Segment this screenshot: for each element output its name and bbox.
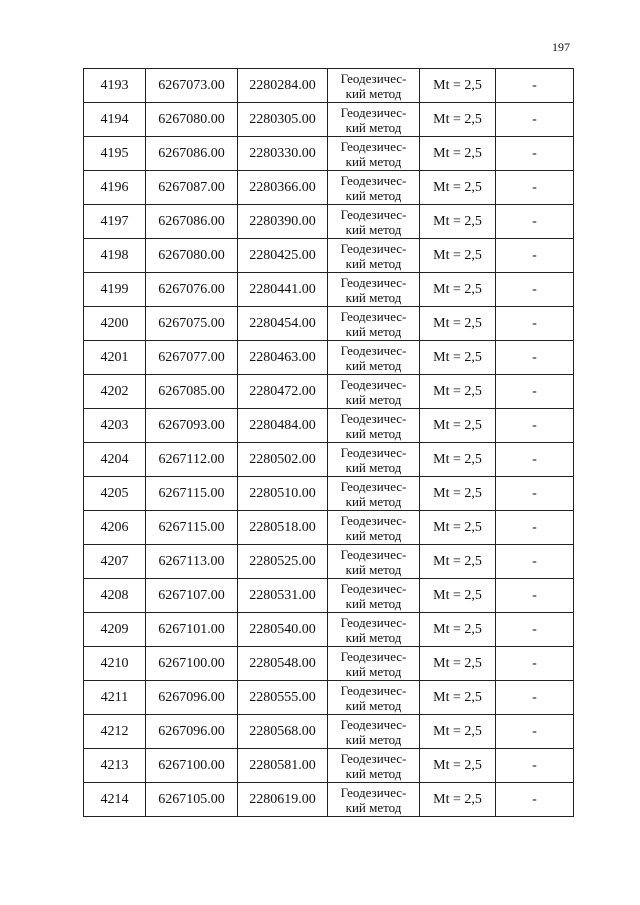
table-row [84, 477, 574, 511]
note-cell: - [496, 137, 574, 171]
method-line-1: Геодезичес- [340, 614, 407, 630]
accuracy-cell: Mt = 2,5 [420, 103, 496, 137]
table-row [84, 375, 574, 409]
method-line-1: Геодезичес- [340, 478, 407, 494]
note-cell: - [496, 103, 574, 137]
y-coordinate-cell: 2280366.00 [238, 171, 328, 205]
table-row [84, 307, 574, 341]
note-cell: - [496, 69, 574, 103]
x-coordinate-cell: 6267080.00 [146, 103, 238, 137]
y-coordinate-cell: 2280525.00 [238, 545, 328, 579]
x-coordinate-cell: 6267087.00 [146, 171, 238, 205]
table-row [84, 171, 574, 205]
point-id-cell: 4193 [84, 69, 146, 103]
x-coordinate-cell: 6267107.00 [146, 579, 238, 613]
table-row [84, 613, 574, 647]
method-cell [328, 783, 420, 817]
table-row [84, 511, 574, 545]
note-cell: - [496, 715, 574, 749]
method-line-1: Геодезичес- [340, 70, 407, 86]
table-row [84, 205, 574, 239]
method-cell [328, 545, 420, 579]
method-line-2: кий метод [345, 799, 402, 815]
y-coordinate-cell: 2280548.00 [238, 647, 328, 681]
method-cell [328, 409, 420, 443]
method-line-2: кий метод [345, 595, 402, 611]
point-id-cell: 4200 [84, 307, 146, 341]
accuracy-cell: Mt = 2,5 [420, 579, 496, 613]
accuracy-cell: Mt = 2,5 [420, 749, 496, 783]
x-coordinate-cell: 6267076.00 [146, 273, 238, 307]
method-line-2: кий метод [345, 221, 402, 237]
table-row [84, 647, 574, 681]
method-line-2: кий метод [345, 765, 402, 781]
note-cell: - [496, 477, 574, 511]
method-line-1: Геодезичес- [340, 240, 407, 256]
accuracy-cell: Mt = 2,5 [420, 69, 496, 103]
point-id-cell: 4209 [84, 613, 146, 647]
method-line-2: кий метод [345, 85, 402, 101]
accuracy-cell: Mt = 2,5 [420, 137, 496, 171]
accuracy-cell: Mt = 2,5 [420, 477, 496, 511]
x-coordinate-cell: 6267115.00 [146, 477, 238, 511]
method-cell [328, 477, 420, 511]
y-coordinate-cell: 2280441.00 [238, 273, 328, 307]
method-line-1: Геодезичес- [340, 410, 407, 426]
coordinates-table [83, 68, 574, 817]
method-cell [328, 171, 420, 205]
accuracy-cell: Mt = 2,5 [420, 239, 496, 273]
point-id-cell: 4208 [84, 579, 146, 613]
x-coordinate-cell: 6267112.00 [146, 443, 238, 477]
y-coordinate-cell: 2280390.00 [238, 205, 328, 239]
method-line-2: кий метод [345, 493, 402, 509]
method-cell [328, 205, 420, 239]
method-cell [328, 647, 420, 681]
table-row [84, 273, 574, 307]
point-id-cell: 4211 [84, 681, 146, 715]
point-id-cell: 4197 [84, 205, 146, 239]
point-id-cell: 4212 [84, 715, 146, 749]
y-coordinate-cell: 2280472.00 [238, 375, 328, 409]
table-row [84, 239, 574, 273]
method-line-1: Геодезичес- [340, 138, 407, 154]
method-cell [328, 103, 420, 137]
method-cell [328, 307, 420, 341]
method-cell [328, 613, 420, 647]
method-line-1: Геодезичес- [340, 512, 407, 528]
note-cell: - [496, 511, 574, 545]
method-line-2: кий метод [345, 119, 402, 135]
method-cell [328, 579, 420, 613]
accuracy-cell: Mt = 2,5 [420, 341, 496, 375]
table-row [84, 103, 574, 137]
accuracy-cell: Mt = 2,5 [420, 307, 496, 341]
method-cell [328, 443, 420, 477]
x-coordinate-cell: 6267096.00 [146, 681, 238, 715]
method-line-2: кий метод [345, 289, 402, 305]
method-line-1: Геодезичес- [340, 682, 407, 698]
y-coordinate-cell: 2280330.00 [238, 137, 328, 171]
x-coordinate-cell: 6267101.00 [146, 613, 238, 647]
note-cell: - [496, 375, 574, 409]
accuracy-cell: Mt = 2,5 [420, 375, 496, 409]
method-line-2: кий метод [345, 697, 402, 713]
y-coordinate-cell: 2280619.00 [238, 783, 328, 817]
method-cell [328, 69, 420, 103]
method-line-1: Геодезичес- [340, 784, 407, 800]
y-coordinate-cell: 2280581.00 [238, 749, 328, 783]
x-coordinate-cell: 6267113.00 [146, 545, 238, 579]
x-coordinate-cell: 6267073.00 [146, 69, 238, 103]
note-cell: - [496, 579, 574, 613]
method-line-2: кий метод [345, 153, 402, 169]
y-coordinate-cell: 2280510.00 [238, 477, 328, 511]
y-coordinate-cell: 2280502.00 [238, 443, 328, 477]
accuracy-cell: Mt = 2,5 [420, 511, 496, 545]
accuracy-cell: Mt = 2,5 [420, 647, 496, 681]
table-row [84, 409, 574, 443]
x-coordinate-cell: 6267075.00 [146, 307, 238, 341]
method-cell [328, 137, 420, 171]
note-cell: - [496, 647, 574, 681]
method-line-1: Геодезичес- [340, 648, 407, 664]
x-coordinate-cell: 6267077.00 [146, 341, 238, 375]
accuracy-cell: Mt = 2,5 [420, 545, 496, 579]
method-line-1: Геодезичес- [340, 206, 407, 222]
method-line-1: Геодезичес- [340, 308, 407, 324]
note-cell: - [496, 273, 574, 307]
point-id-cell: 4194 [84, 103, 146, 137]
method-line-2: кий метод [345, 323, 402, 339]
y-coordinate-cell: 2280518.00 [238, 511, 328, 545]
accuracy-cell: Mt = 2,5 [420, 171, 496, 205]
method-cell [328, 511, 420, 545]
method-line-2: кий метод [345, 663, 402, 679]
note-cell: - [496, 749, 574, 783]
point-id-cell: 4196 [84, 171, 146, 205]
y-coordinate-cell: 2280284.00 [238, 69, 328, 103]
page-number: 197 [552, 40, 570, 54]
note-cell: - [496, 681, 574, 715]
table-row [84, 579, 574, 613]
y-coordinate-cell: 2280454.00 [238, 307, 328, 341]
table-row [84, 545, 574, 579]
accuracy-cell: Mt = 2,5 [420, 205, 496, 239]
note-cell: - [496, 545, 574, 579]
note-cell: - [496, 783, 574, 817]
accuracy-cell: Mt = 2,5 [420, 681, 496, 715]
method-line-2: кий метод [345, 357, 402, 373]
accuracy-cell: Mt = 2,5 [420, 613, 496, 647]
x-coordinate-cell: 6267100.00 [146, 647, 238, 681]
note-cell: - [496, 443, 574, 477]
point-id-cell: 4198 [84, 239, 146, 273]
method-cell [328, 749, 420, 783]
y-coordinate-cell: 2280555.00 [238, 681, 328, 715]
y-coordinate-cell: 2280425.00 [238, 239, 328, 273]
table-row [84, 341, 574, 375]
method-line-1: Геодезичес- [340, 716, 407, 732]
point-id-cell: 4213 [84, 749, 146, 783]
method-cell [328, 273, 420, 307]
point-id-cell: 4207 [84, 545, 146, 579]
method-line-2: кий метод [345, 255, 402, 271]
note-cell: - [496, 409, 574, 443]
table-row [84, 749, 574, 783]
method-cell [328, 239, 420, 273]
accuracy-cell: Mt = 2,5 [420, 273, 496, 307]
table-row [84, 69, 574, 103]
method-line-2: кий метод [345, 629, 402, 645]
method-line-1: Геодезичес- [340, 376, 407, 392]
table-row [84, 137, 574, 171]
point-id-cell: 4206 [84, 511, 146, 545]
accuracy-cell: Mt = 2,5 [420, 783, 496, 817]
point-id-cell: 4201 [84, 341, 146, 375]
method-cell [328, 715, 420, 749]
y-coordinate-cell: 2280568.00 [238, 715, 328, 749]
method-line-2: кий метод [345, 527, 402, 543]
table-row [84, 443, 574, 477]
accuracy-cell: Mt = 2,5 [420, 715, 496, 749]
method-line-2: кий метод [345, 391, 402, 407]
note-cell: - [496, 341, 574, 375]
point-id-cell: 4214 [84, 783, 146, 817]
note-cell: - [496, 307, 574, 341]
table-row [84, 715, 574, 749]
x-coordinate-cell: 6267096.00 [146, 715, 238, 749]
method-line-1: Геодезичес- [340, 342, 407, 358]
y-coordinate-cell: 2280463.00 [238, 341, 328, 375]
method-line-2: кий метод [345, 425, 402, 441]
x-coordinate-cell: 6267085.00 [146, 375, 238, 409]
x-coordinate-cell: 6267100.00 [146, 749, 238, 783]
point-id-cell: 4210 [84, 647, 146, 681]
x-coordinate-cell: 6267080.00 [146, 239, 238, 273]
method-line-1: Геодезичес- [340, 546, 407, 562]
method-line-1: Геодезичес- [340, 444, 407, 460]
x-coordinate-cell: 6267086.00 [146, 137, 238, 171]
x-coordinate-cell: 6267086.00 [146, 205, 238, 239]
y-coordinate-cell: 2280540.00 [238, 613, 328, 647]
method-cell [328, 375, 420, 409]
table-body [84, 69, 574, 817]
point-id-cell: 4204 [84, 443, 146, 477]
note-cell: - [496, 613, 574, 647]
note-cell: - [496, 205, 574, 239]
accuracy-cell: Mt = 2,5 [420, 443, 496, 477]
x-coordinate-cell: 6267105.00 [146, 783, 238, 817]
method-line-1: Геодезичес- [340, 750, 407, 766]
y-coordinate-cell: 2280305.00 [238, 103, 328, 137]
method-line-1: Геодезичес- [340, 580, 407, 596]
y-coordinate-cell: 2280531.00 [238, 579, 328, 613]
method-line-1: Геодезичес- [340, 104, 407, 120]
method-line-2: кий метод [345, 561, 402, 577]
note-cell: - [496, 239, 574, 273]
method-line-1: Геодезичес- [340, 274, 407, 290]
point-id-cell: 4205 [84, 477, 146, 511]
note-cell: - [496, 171, 574, 205]
method-line-2: кий метод [345, 187, 402, 203]
method-line-2: кий метод [345, 459, 402, 475]
y-coordinate-cell: 2280484.00 [238, 409, 328, 443]
table-row [84, 783, 574, 817]
point-id-cell: 4195 [84, 137, 146, 171]
x-coordinate-cell: 6267093.00 [146, 409, 238, 443]
method-cell [328, 681, 420, 715]
table-row [84, 681, 574, 715]
x-coordinate-cell: 6267115.00 [146, 511, 238, 545]
method-line-2: кий метод [345, 731, 402, 747]
accuracy-cell: Mt = 2,5 [420, 409, 496, 443]
point-id-cell: 4199 [84, 273, 146, 307]
point-id-cell: 4202 [84, 375, 146, 409]
point-id-cell: 4203 [84, 409, 146, 443]
method-cell [328, 341, 420, 375]
method-line-1: Геодезичес- [340, 172, 407, 188]
